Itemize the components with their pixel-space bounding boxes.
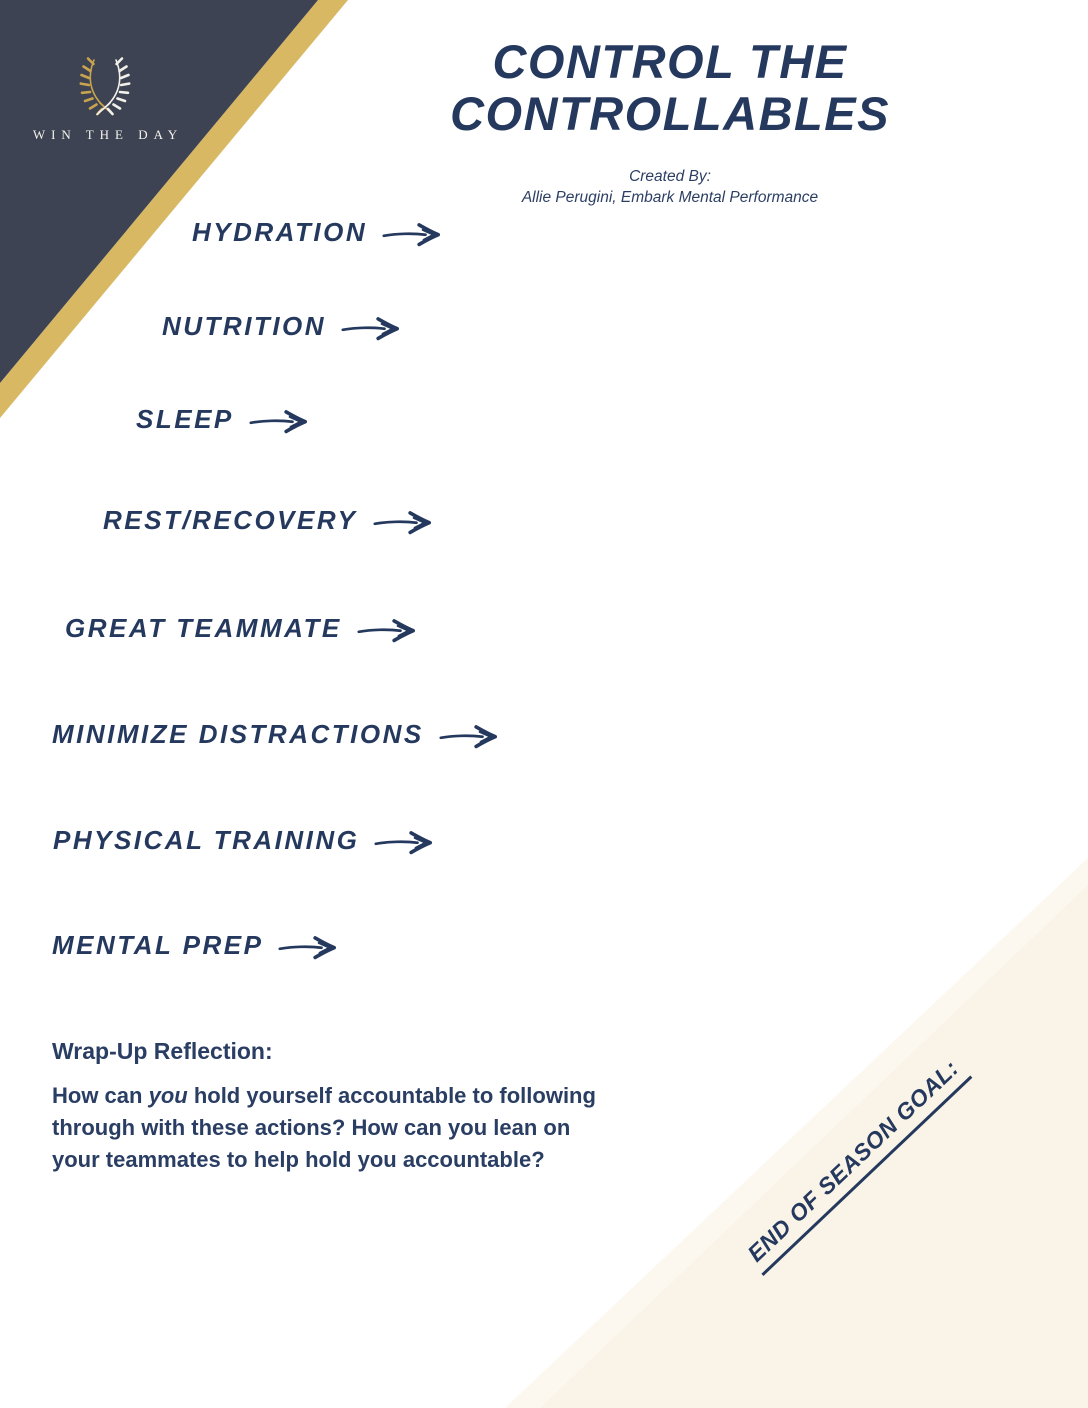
list-item-rest-recovery	[103, 505, 431, 536]
right-arrow-icon	[382, 220, 440, 248]
list-item-nutrition	[162, 311, 399, 342]
win-the-day-logo	[0, 0, 210, 170]
reflection-line2: through with these actions? How can you lean on	[52, 1115, 571, 1140]
reflection-question	[52, 1080, 692, 1176]
reflection-heading: Wrap-Up Reflection:	[52, 1038, 273, 1064]
header	[405, 36, 935, 208]
right-arrow-icon	[357, 616, 415, 644]
right-arrow-icon	[374, 828, 432, 856]
reflection-line1-italic: you	[148, 1083, 188, 1108]
list-item-hydration	[192, 217, 440, 248]
reflection-line1-pre: How can	[52, 1083, 149, 1108]
credit-label: Created By:	[629, 168, 711, 185]
item-label: MENTAL PREP	[52, 930, 264, 960]
item-label: SLEEP	[136, 404, 234, 434]
page-title-line1: CONTROL THE	[492, 35, 848, 88]
page-title-line2: CONTROLLABLES	[450, 87, 890, 140]
list-item-mental-prep	[52, 930, 336, 961]
wrap-up-reflection	[52, 1038, 692, 1176]
item-label: GREAT TEAMMATE	[65, 613, 342, 643]
right-arrow-icon	[341, 314, 399, 342]
credit-author: Allie Perugini, Embark Mental Performance	[521, 189, 819, 206]
item-label: NUTRITION	[162, 311, 327, 341]
page-title	[405, 36, 935, 140]
item-label: MINIMIZE DISTRACTIONS	[52, 719, 424, 749]
list-item-minimize-distractions	[52, 719, 497, 750]
reflection-line3: your teammates to help hold you accountable?	[52, 1147, 545, 1172]
laurel-wreath-icon	[72, 55, 138, 117]
item-label: REST/RECOVERY	[103, 505, 358, 535]
list-item-great-teammate	[65, 613, 415, 644]
item-label: PHYSICAL TRAINING	[53, 825, 360, 855]
credit	[405, 166, 935, 208]
end-of-season-goal-label: END OF SEASON GOAL:	[739, 1052, 972, 1276]
item-label: HYDRATION	[192, 217, 368, 247]
reflection-line1-post: hold yourself accountable to following	[187, 1083, 596, 1108]
list-item-sleep	[136, 404, 307, 435]
right-arrow-icon	[278, 933, 336, 961]
brand-name: WIN THE DAY	[32, 127, 184, 142]
right-arrow-icon	[439, 722, 497, 750]
reflection-line1	[52, 1080, 692, 1112]
right-arrow-icon	[373, 508, 431, 536]
list-item-physical-training	[53, 825, 432, 856]
right-arrow-icon	[249, 407, 307, 435]
